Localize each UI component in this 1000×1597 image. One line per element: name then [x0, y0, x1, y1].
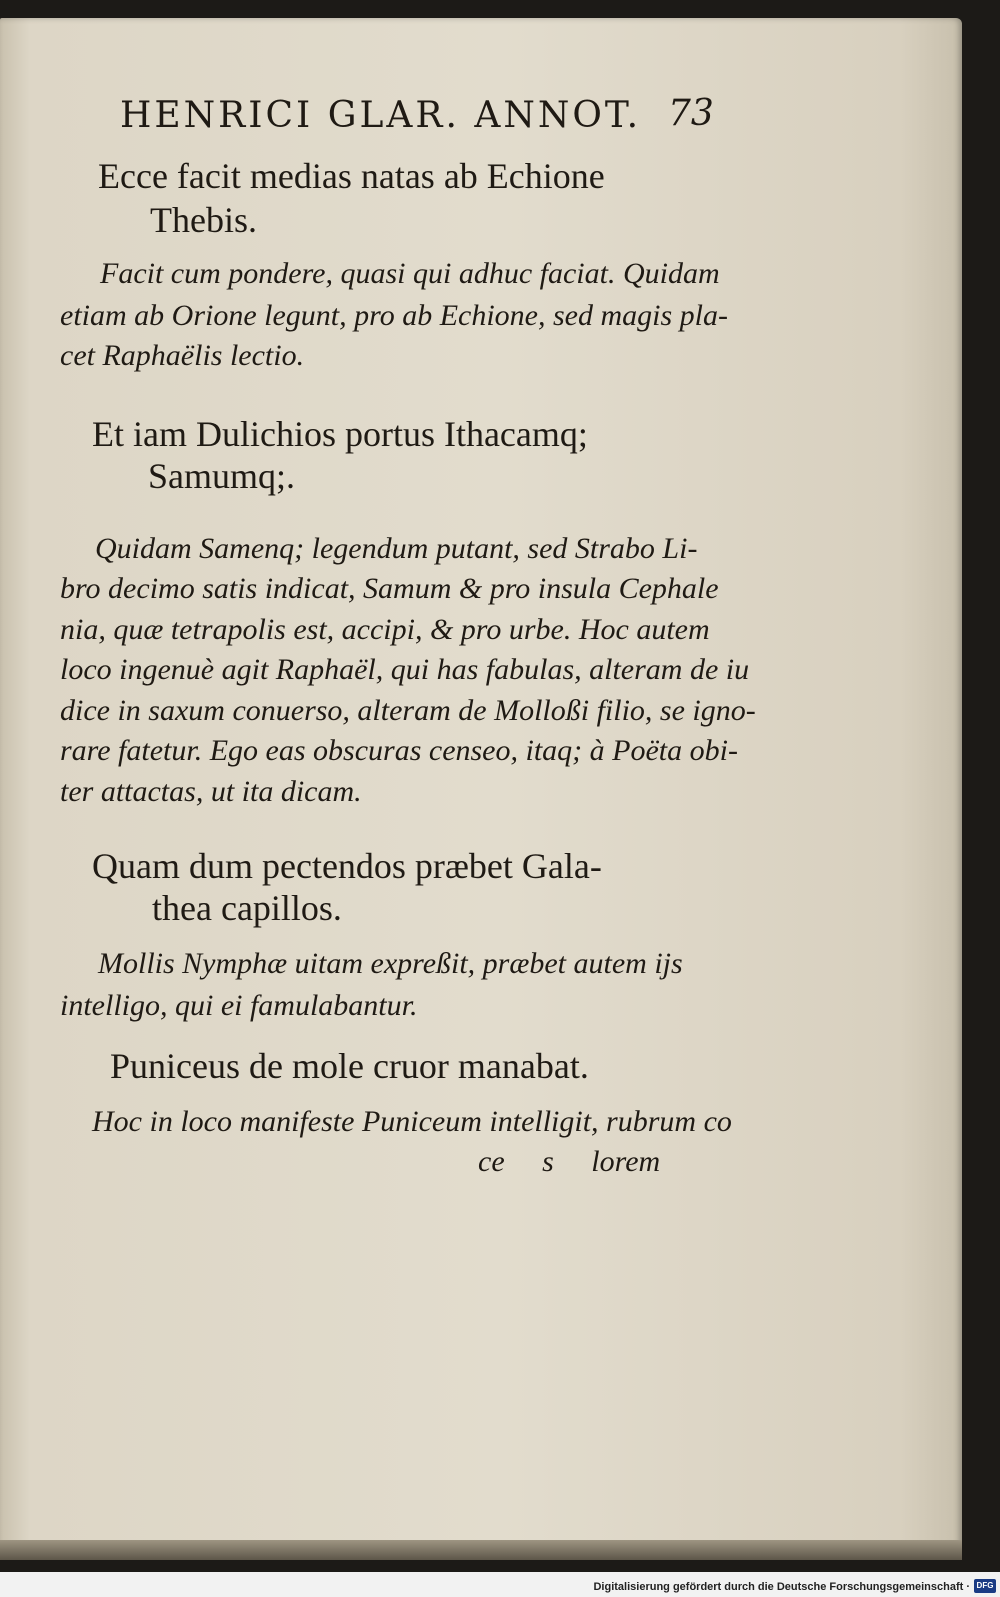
- comment-line: ter attactas, ut ita dicam.: [60, 775, 362, 808]
- lemma-line: Et iam Dulichios portus Ithacamq;: [92, 414, 588, 454]
- lemma-line: Ecce facit medias natas ab Echione: [98, 156, 605, 196]
- comment-line: loco ingenuè agit Raphaël, qui has fabulas, alteram de iu: [60, 653, 750, 686]
- comment-line: cet Raphaëlis lectio.: [60, 339, 305, 372]
- lemma-line: Puniceus de mole cruor manabat.: [110, 1046, 589, 1086]
- page-edge: [0, 1540, 962, 1560]
- comment-line: intelligo, qui ei famulabantur.: [60, 989, 418, 1022]
- folio-number: 73: [668, 93, 714, 134]
- lemma-line: Samumq;.: [148, 456, 296, 496]
- comment-line: bro decimo satis indicat, Samum & pro insula Cephale: [60, 572, 719, 605]
- comment-line: Quidam Samenq; legendum putant, sed Strabo Li-: [95, 532, 698, 565]
- running-head: HENRICI GLAR. ANNOT.: [120, 95, 642, 136]
- comment-line: dice in saxum conuerso, alteram de Molloßi filio, se igno-: [60, 694, 756, 727]
- footer-bar: [0, 1572, 1000, 1597]
- catchword: ce s lorem: [478, 1145, 661, 1178]
- funding-credit: Digitalisierung gefördert durch die Deutsche Forschungsgemeinschaft ·: [593, 1581, 970, 1593]
- lemma-line: thea capillos.: [152, 888, 342, 928]
- lemma-line: Thebis.: [150, 200, 257, 240]
- comment-line: nia, quæ tetrapolis est, accipi, & pro urbe. Hoc autem: [60, 613, 710, 646]
- comment-line: Facit cum pondere, quasi qui adhuc faciat. Quidam: [100, 257, 720, 290]
- comment-line: rare fatetur. Ego eas obscuras censeo, itaq; à Poëta obi-: [60, 734, 738, 767]
- comment-line: etiam ab Orione legunt, pro ab Echione, sed magis pla-: [60, 299, 728, 332]
- dfg-logo-icon: DFG: [974, 1579, 996, 1593]
- comment-line: Mollis Nymphæ uitam expreßit, præbet autem ijs: [98, 947, 683, 980]
- comment-line: Hoc in loco manifeste Puniceum intelligit, rubrum co: [92, 1105, 732, 1138]
- lemma-line: Quam dum pectendos præbet Gala-: [92, 846, 602, 886]
